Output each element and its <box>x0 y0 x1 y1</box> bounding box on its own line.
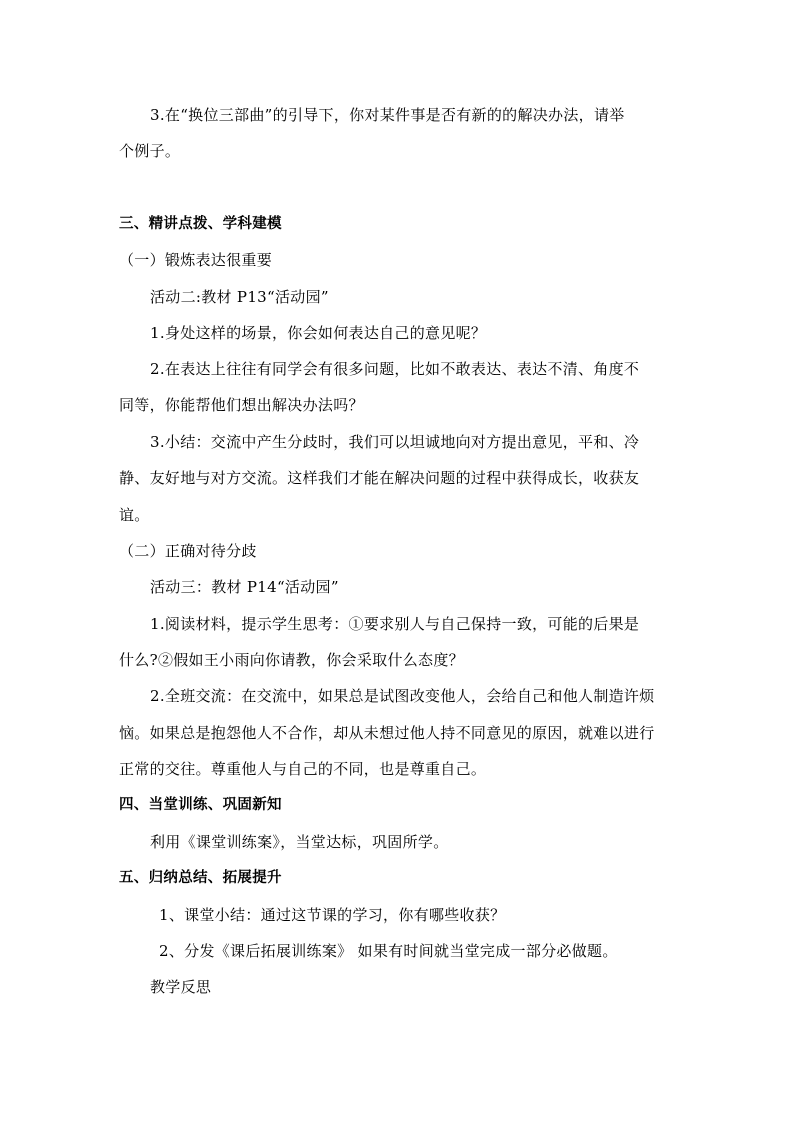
activity-2-item-2-line-1: 2.在表达上往往有同学会有很多问题，比如不敢表达、表达不清、角度不 <box>150 360 640 378</box>
activity-3-item-2-line-2: 恼。如果总是抱怨他人不合作，却从未想过他人持不同意见的原因，就难以进行 <box>119 724 655 742</box>
section-3-heading: 三、精讲点拨、学科建模 <box>119 216 282 232</box>
activity-3-item-2-line-3: 正常的交往。尊重他人与自己的不同，也是尊重自己。 <box>119 760 487 778</box>
activity-3-item-1-line-1: 1.阅读材料，提示学生思考：①要求别人与自己保持一致，可能的后果是 <box>150 615 640 633</box>
activity-2-title: 活动二:教材 P13“活动园” <box>150 288 329 306</box>
subsection-1-heading: （一）锻炼表达很重要 <box>119 251 273 269</box>
teaching-reflection: 教学反思 <box>150 978 212 996</box>
activity-3-item-2-line-1: 2.全班交流：在交流中，如果总是试图改变他人，会给自己和他人制造许烦 <box>150 687 655 705</box>
section-5-item-1: 1、课堂小结：通过这节课的学习，你有哪些收获？ <box>159 906 506 924</box>
section-4-text: 利用《课堂训练案》，当堂达标，巩固所学。 <box>150 833 449 851</box>
activity-2-item-2-line-2: 同等，你能帮他们想出解决办法吗？ <box>119 396 364 414</box>
section-4-heading: 四、当堂训练、巩固新知 <box>119 797 282 813</box>
section-5-heading: 五、归纳总结、拓展提升 <box>119 870 282 886</box>
question-3-line-1: 3.在“换位三部曲”的引导下，你对某件事是否有新的的解决办法，请举 <box>150 106 625 124</box>
subsection-2-heading: （二）正确对待分歧 <box>119 542 257 560</box>
activity-2-summary-line-1: 3.小结：交流中产生分歧时，我们可以坦诚地向对方提出意见，平和、冷 <box>150 433 640 451</box>
activity-2-summary-line-2: 静、友好地与对方交流。这样我们才能在解决问题的过程中获得成长，收获友 <box>119 469 640 487</box>
activity-3-item-1-line-2: 什么?②假如王小雨向你请教，你会采取什么态度？ <box>119 651 464 669</box>
activity-2-summary-line-3: 谊。 <box>119 506 150 524</box>
question-3-line-2: 个例子。 <box>119 142 181 160</box>
section-5-item-2: 2、分发《课后拓展训练案》 如果有时间就当堂完成一部分必做题。 <box>159 942 618 960</box>
activity-3-title: 活动三：教材 P14“活动园” <box>150 578 339 596</box>
activity-2-item-1: 1.身处这样的场景，你会如何表达自己的意见呢？ <box>150 324 487 342</box>
